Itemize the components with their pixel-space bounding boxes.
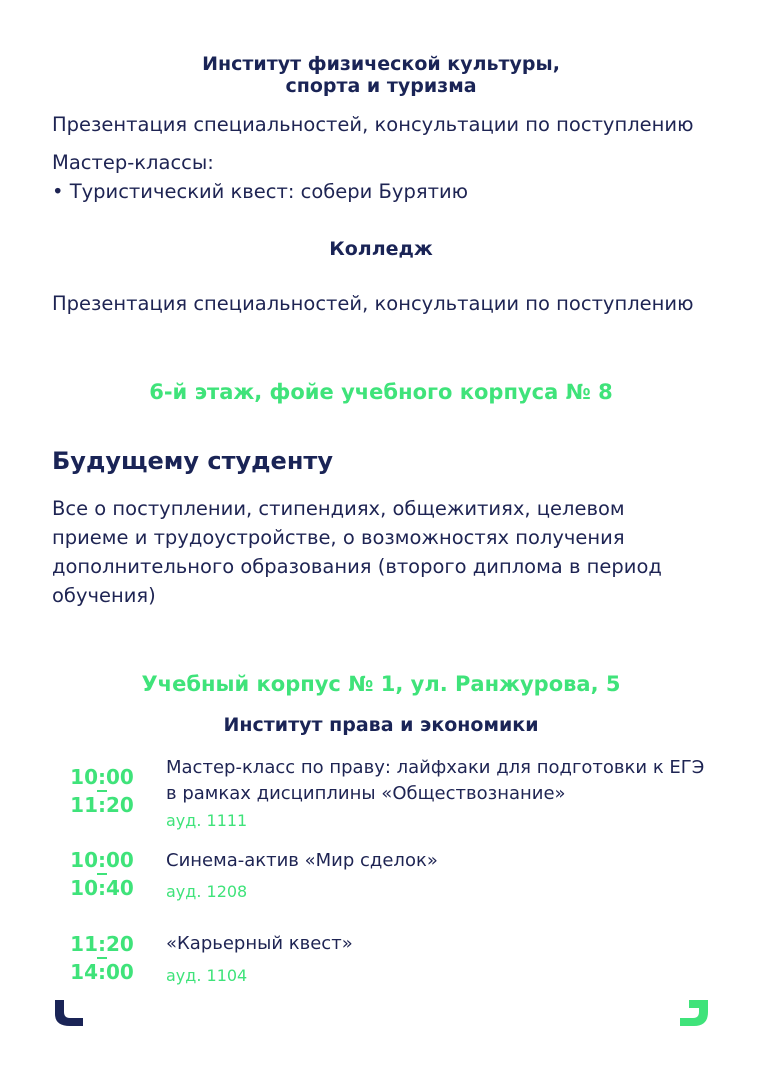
- event-start: 10:00: [70, 765, 134, 789]
- future-student-description: [52, 494, 732, 610]
- brand-mark-right-icon: [677, 998, 711, 1028]
- event-room: ауд. 1208: [166, 882, 248, 901]
- college-presentation-text: Презентация специальностей, консультации по поступлению: [52, 292, 694, 315]
- institute-presentation-text: Презентация специальностей, консультации по поступлению: [52, 113, 694, 136]
- event-title-line: Синема-актив «Мир сделок»: [166, 850, 438, 871]
- institute-title-line1: Институт физической культуры,: [202, 53, 560, 75]
- description-line: приеме и трудоустройстве, о возможностях получения: [52, 526, 625, 549]
- event-title: [166, 931, 736, 957]
- event-room: ауд. 1111: [166, 811, 248, 830]
- law-institute-title: Институт права и экономики: [223, 714, 539, 736]
- event-title: [166, 848, 736, 874]
- institute-title: [0, 53, 762, 97]
- event-title-line: Мастер-класс по праву: лайфхаки для подготовки к ЕГЭ: [166, 757, 705, 778]
- event-time: [62, 763, 142, 819]
- brand-mark-left-icon: [52, 998, 86, 1028]
- masterclass-item: • Туристический квест: собери Бурятию: [52, 180, 469, 203]
- future-student-title: Будущему студенту: [52, 447, 333, 475]
- event-end: 14:00: [70, 960, 134, 984]
- event-time: [62, 930, 142, 986]
- event-title-line: в рамках дисциплины «Обществознание»: [166, 783, 566, 804]
- masterclasses-label: Мастер-классы:: [52, 151, 214, 174]
- event-start: 10:00: [70, 848, 134, 872]
- college-title: Колледж: [329, 238, 433, 260]
- event-title-line: «Карьерный квест»: [166, 933, 353, 954]
- building1-heading: Учебный корпус № 1, ул. Ранжурова, 5: [141, 672, 621, 696]
- description-line: обучения): [52, 584, 156, 607]
- floor6-heading: 6-й этаж, фойе учебного корпуса № 8: [149, 380, 613, 404]
- event-start: 11:20: [70, 932, 134, 956]
- time-dash: [97, 790, 107, 792]
- institute-title-line2: спорта и туризма: [285, 75, 477, 97]
- event-end: 11:20: [70, 793, 134, 817]
- time-dash: [97, 873, 107, 875]
- event-end: 10:40: [70, 876, 134, 900]
- description-line: дополнительного образования (второго диплома в период: [52, 555, 662, 578]
- event-title: [166, 755, 736, 807]
- description-line: Все о поступлении, стипендиях, общежитиях, целевом: [52, 497, 625, 520]
- event-room: ауд. 1104: [166, 966, 248, 985]
- time-dash: [97, 957, 107, 959]
- event-time: [62, 846, 142, 902]
